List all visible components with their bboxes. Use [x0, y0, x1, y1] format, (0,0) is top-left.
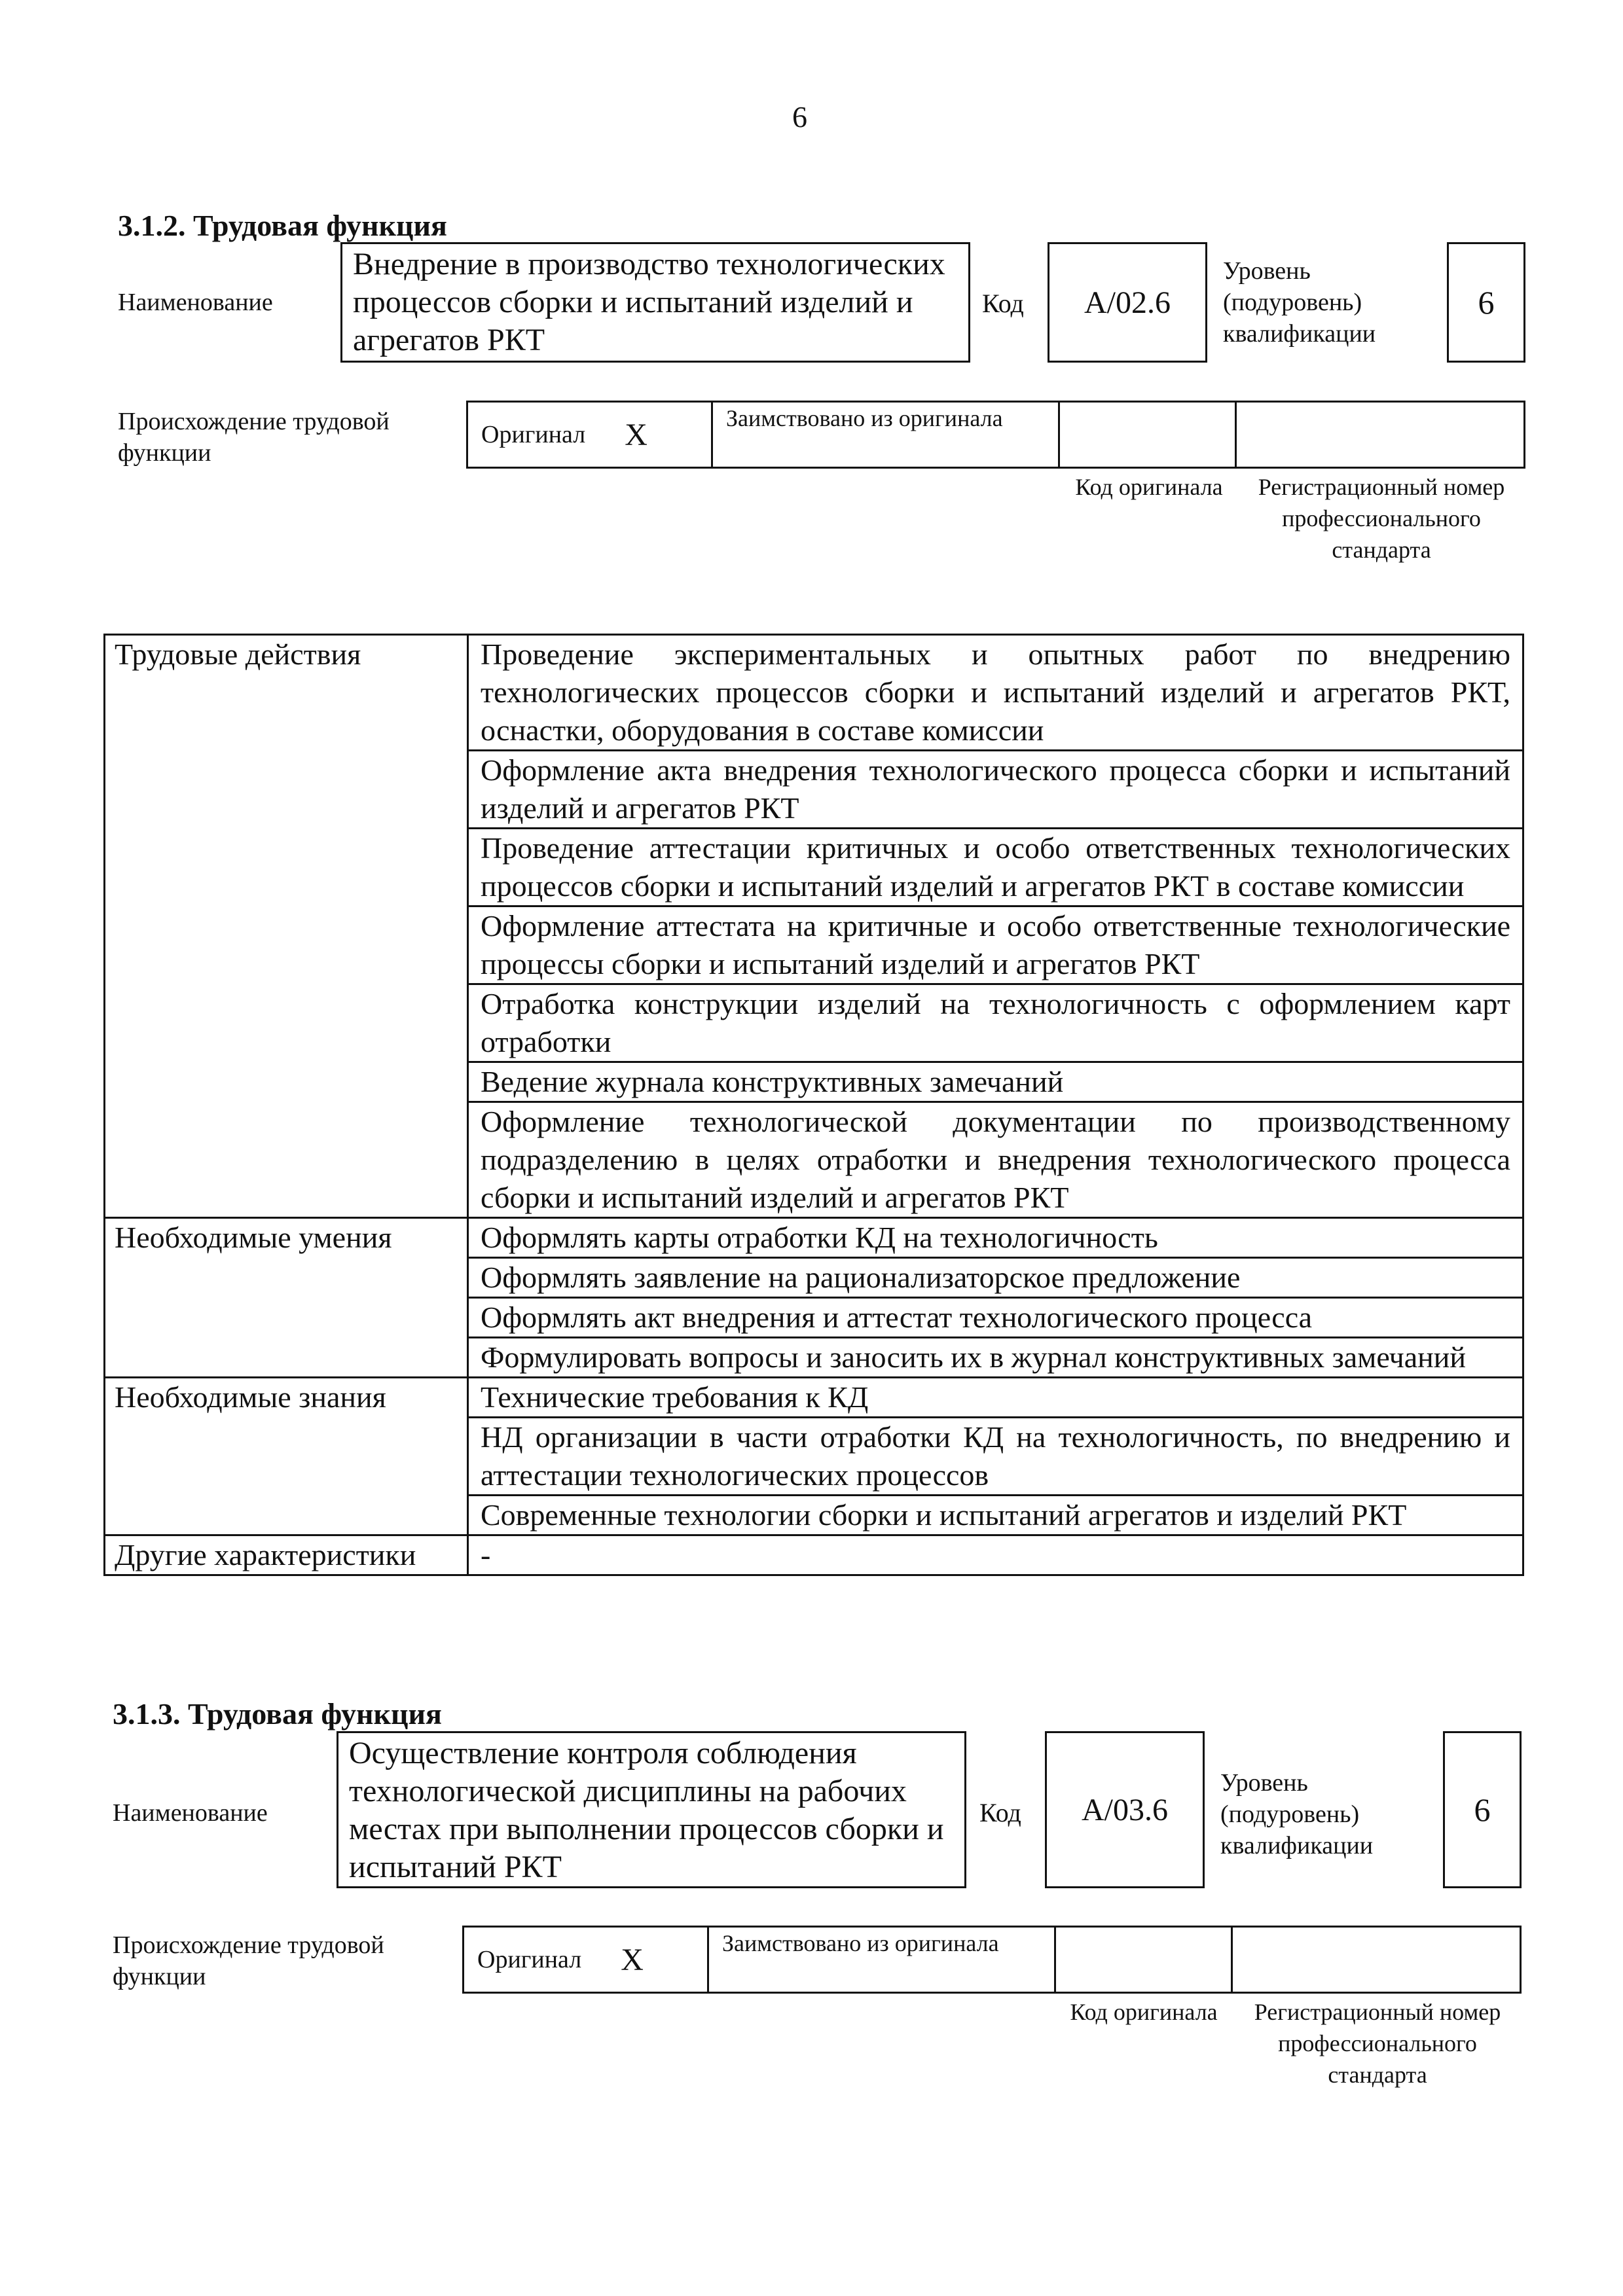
name-label: Наименование	[118, 289, 273, 316]
page-number: 6	[792, 100, 807, 134]
table-row	[105, 1218, 1523, 1258]
labor-action-item: Оформление акта внедрения технологического процесса сборки и испытаний изделий и агрегатов РКТ	[468, 751, 1523, 829]
labor-actions-header: Трудовые действия	[105, 635, 468, 1218]
labor-action-item: Отработка конструкции изделий на технологичность с оформлением карт отработки	[468, 984, 1523, 1062]
code-label: Код	[979, 1798, 1021, 1827]
skill-item: Оформлять заявление на рационализаторское предложение	[468, 1258, 1523, 1298]
original-label: Оригинал	[481, 421, 586, 448]
original-label: Оригинал	[477, 1946, 582, 1973]
function-name: Внедрение в производство технологических процессов сборки и испытаний изделий и агрегатов РКТ	[353, 247, 945, 357]
origin-label: Происхождение трудовой функции	[113, 1931, 384, 1990]
skill-item: Формулировать вопросы и заносить их в журнал конструктивных замечаний	[468, 1338, 1523, 1378]
level-label: Уровень (подуровень) квалификации	[1220, 1769, 1374, 1859]
origin-label: Происхождение трудовой функции	[118, 408, 390, 467]
code-label: Код	[982, 289, 1024, 318]
knowledge-item: НД организации в части отработки КД на технологичность, по внедрению и аттестации технологических процессов	[468, 1418, 1523, 1496]
function-name-box	[340, 242, 970, 363]
skill-item: Оформлять акт внедрения и аттестат технологического процесса	[468, 1298, 1523, 1338]
code-value: А/03.6	[1082, 1792, 1168, 1827]
function-name: Осуществление контроля соблюдения технологической дисциплины на рабочих местах при выполнении процессов сборки и испытаний РКТ	[349, 1736, 944, 1884]
code-original-cell	[1056, 1928, 1233, 1992]
level-value: 6	[1478, 284, 1495, 321]
code-box	[1045, 1731, 1205, 1888]
function-name-box	[337, 1731, 966, 1888]
labor-action-item: Ведение журнала конструктивных замечаний	[468, 1062, 1523, 1102]
table-row	[105, 1535, 1523, 1575]
code-value: А/02.6	[1084, 285, 1171, 320]
borrowed-cell	[713, 403, 1060, 467]
original-mark: X	[621, 1942, 644, 1977]
code-original-cell	[1060, 403, 1237, 467]
level-box	[1447, 242, 1525, 363]
skill-item: Оформлять карты отработки КД на технологичность	[468, 1218, 1523, 1258]
level-label: Уровень (подуровень) квалификации	[1223, 257, 1376, 348]
original-cell	[468, 403, 713, 467]
section-title: 3.1.3. Трудовая функция	[113, 1697, 442, 1731]
labor-action-item: Проведение экспериментальных и опытных работ по внедрению технологических процессов сборки и испытаний изделий и агрегатов РКТ, оснастки, оборудования в составе комиссии	[468, 635, 1523, 751]
section-title: 3.1.2. Трудовая функция	[118, 209, 447, 242]
code-original-label: Код оригинала	[1070, 1999, 1218, 2025]
labor-action-item: Оформление аттестата на критичные и особо ответственные технологические процессы сборки и испытаний изделий и агрегатов РКТ	[468, 906, 1523, 984]
reg-number-label: Регистрационный номер профессионального стандарта	[1254, 1999, 1501, 2088]
function-details-table	[103, 634, 1524, 1576]
labor-action-item: Оформление технологической документации по производственному подразделению в целях отработки и внедрения технологического процесса сборки и испытаний изделий и агрегатов РКТ	[468, 1102, 1523, 1218]
code-box	[1048, 242, 1207, 363]
name-label: Наименование	[113, 1799, 268, 1827]
other-value: -	[468, 1535, 1523, 1575]
reg-number-label: Регистрационный номер профессионального стандарта	[1258, 474, 1505, 563]
level-value: 6	[1474, 1791, 1491, 1828]
original-mark: X	[625, 417, 647, 452]
borrowed-cell	[709, 1928, 1056, 1992]
labor-action-item: Проведение аттестации критичных и особо ответственных технологических процессов сборки и испытаний изделий и агрегатов РКТ в составе комиссии	[468, 829, 1523, 906]
other-header: Другие характеристики	[105, 1535, 468, 1575]
knowledge-header: Необходимые знания	[105, 1378, 468, 1535]
skills-header: Необходимые умения	[105, 1218, 468, 1378]
table-row	[105, 1378, 1523, 1418]
origin-row	[462, 1926, 1522, 1994]
origin-row	[466, 401, 1525, 469]
borrowed-label: Заимствовано из оригинала	[722, 1930, 999, 1956]
reg-number-cell	[1233, 1928, 1520, 1992]
level-box	[1443, 1731, 1522, 1888]
reg-number-cell	[1237, 403, 1523, 467]
knowledge-item: Технические требования к КД	[468, 1378, 1523, 1418]
knowledge-item: Современные технологии сборки и испытаний агрегатов и изделий РКТ	[468, 1496, 1523, 1535]
original-cell	[464, 1928, 709, 1992]
table-row	[105, 635, 1523, 751]
borrowed-label: Заимствовано из оригинала	[726, 405, 1003, 431]
code-original-label: Код оригинала	[1075, 474, 1223, 500]
